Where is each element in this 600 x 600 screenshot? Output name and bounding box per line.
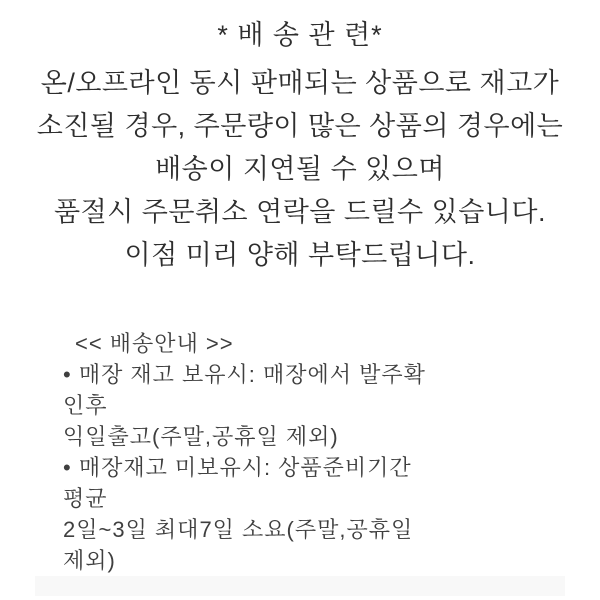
notice-line: 배송이 지연될 수 있으며 <box>155 154 445 184</box>
shipping-guide-heading: << 배송안내 >> <box>75 331 234 356</box>
shipping-guide-line: 익일출고(주말,공휴일 제외) <box>63 424 339 449</box>
delivery-notice-title: * 배 송 관 련* <box>217 20 383 50</box>
shipping-guide-line: 평균 <box>63 486 108 511</box>
delivery-notice-section <box>0 0 600 277</box>
bottom-gray-strip <box>35 576 565 596</box>
shipping-guide-line: 2일~3일 최대7일 소요(주말,공휴일 <box>63 517 414 542</box>
notice-line: 소진될 경우, 주문량이 많은 상품의 경우에는 <box>36 111 564 141</box>
shipping-guide-line: • 매장재고 미보유시: 상품준비기간 <box>63 455 412 480</box>
notice-line: 이점 미리 양해 부탁드립니다. <box>124 240 476 270</box>
shipping-guide-section <box>0 328 600 576</box>
notice-line: 온/오프라인 동시 판매되는 상품으로 재고가 <box>40 68 560 98</box>
shipping-guide-line: • 매장 재고 보유시: 매장에서 발주확 <box>63 362 426 387</box>
delivery-notice-body <box>0 62 600 277</box>
notice-line: 품절시 주문취소 연락을 드릴수 있습니다. <box>54 197 546 227</box>
shipping-guide-line: 제외) <box>63 548 116 573</box>
shipping-guide-line: 인후 <box>63 393 108 418</box>
